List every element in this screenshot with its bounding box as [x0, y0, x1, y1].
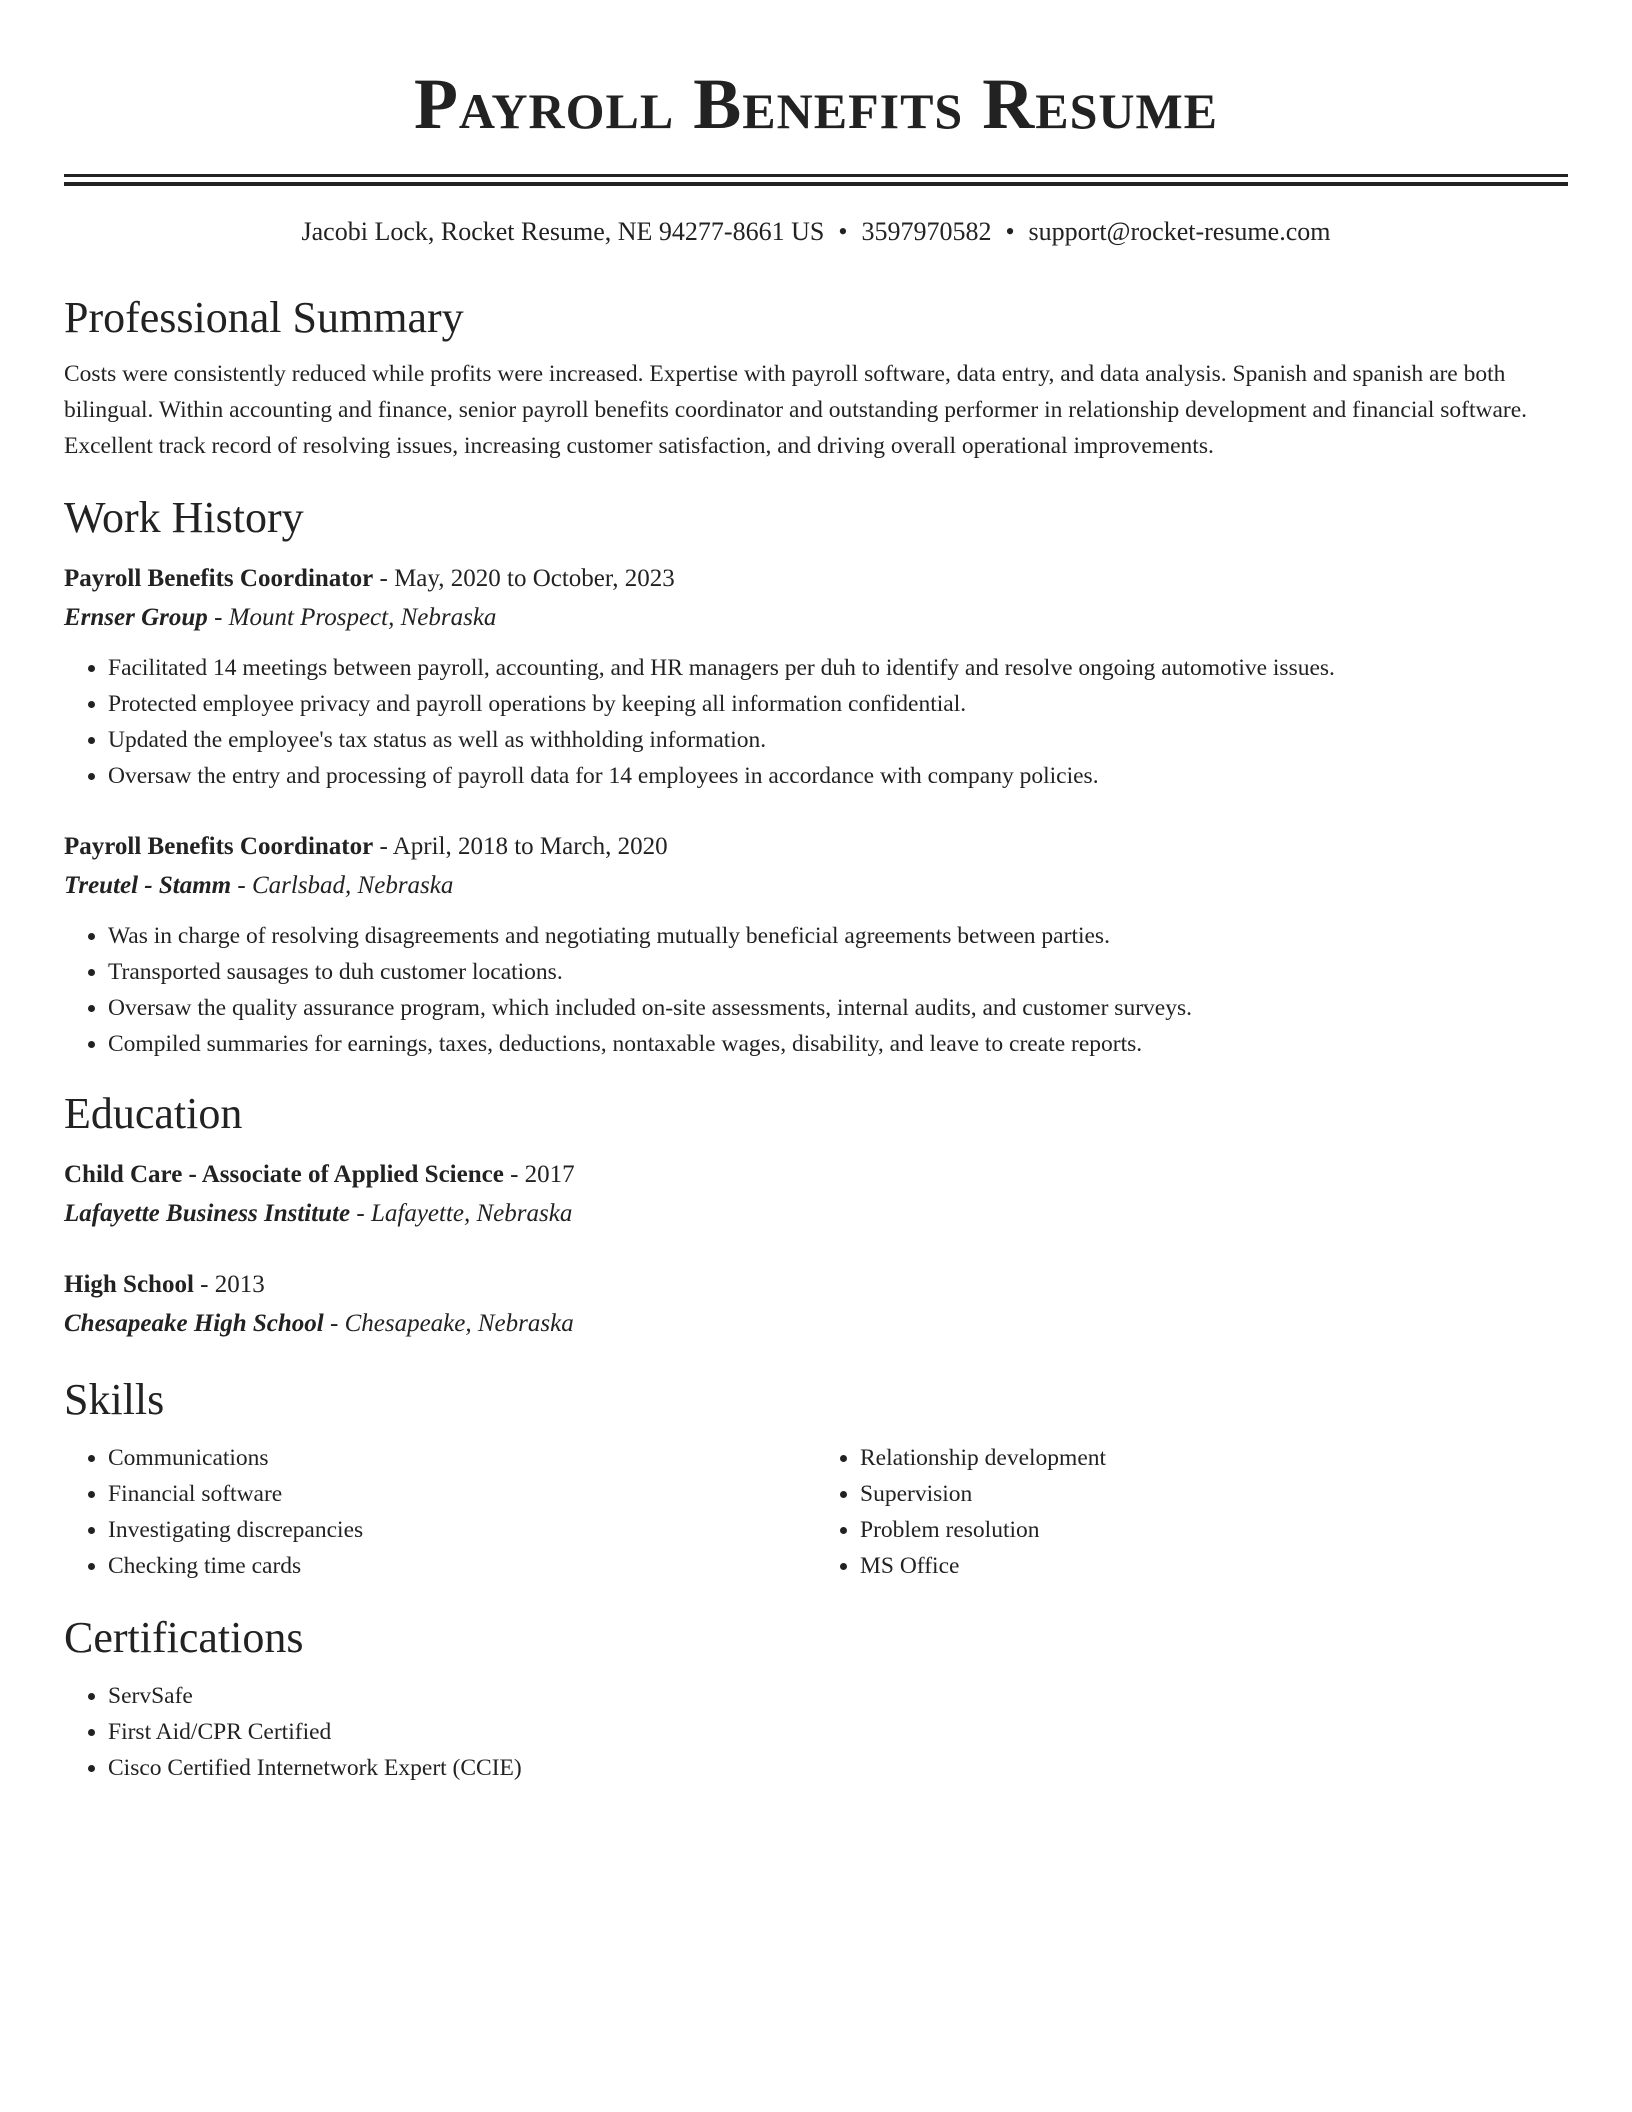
- education-section: [64, 1086, 1568, 1344]
- certification-item: • ServSafe: [108, 1678, 1568, 1714]
- job-bullet: • Protected employee privacy and payroll operations by keeping all information confidential.: [108, 686, 1568, 722]
- job-company-line: Treutel - Stamm - Carlsbad, Nebraska: [64, 872, 454, 899]
- skills-list-left: [64, 1440, 816, 1584]
- skills-heading: Skills: [64, 1375, 165, 1424]
- job-entry: [64, 828, 1568, 1062]
- skill-item: • Checking time cards: [108, 1548, 816, 1584]
- degree-year: 2017: [524, 1161, 575, 1188]
- degree-line: High School - 2013: [64, 1271, 265, 1298]
- degree-name: Child Care - Associate of Applied Science: [64, 1161, 504, 1188]
- job-bullet: • Facilitated 14 meetings between payroll, accounting, and HR managers per duh to identify and resolve ongoing automotive issues.: [108, 650, 1568, 686]
- skill-item: • Supervision: [860, 1476, 1568, 1512]
- job-entry: [64, 560, 1568, 794]
- job-company: Treutel - Stamm: [64, 872, 232, 899]
- job-company: Ernser Group: [64, 604, 208, 631]
- school-name: Chesapeake High School: [64, 1310, 324, 1337]
- job-dates: May, 2020 to October, 2023: [394, 565, 675, 592]
- skills-grid: [64, 1440, 1568, 1584]
- certifications-list: [64, 1678, 1568, 1786]
- job-title: Payroll Benefits Coordinator: [64, 565, 374, 592]
- contact-line: [64, 214, 1568, 250]
- job-bullet: • Compiled summaries for earnings, taxes, deductions, nontaxable wages, disability, and leave to create reports.: [108, 1026, 1568, 1062]
- contact-separator: •: [1005, 217, 1015, 246]
- degree-year: 2013: [214, 1271, 265, 1298]
- degree-name: High School: [64, 1271, 194, 1298]
- education-entry: [64, 1156, 1568, 1234]
- job-bullet: • Oversaw the quality assurance program, which included on-site assessments, internal audits, and customer surveys.: [108, 990, 1568, 1026]
- certifications-section: [64, 1610, 1568, 1786]
- job-bullet-list: [64, 918, 1568, 1062]
- job-title-line: Payroll Benefits Coordinator - May, 2020 to October, 2023: [64, 565, 675, 592]
- school-line: Chesapeake High School - Chesapeake, Nebraska: [64, 1310, 574, 1337]
- contact-address: Jacobi Lock, Rocket Resume, NE 94277-8661 US: [301, 217, 825, 246]
- skill-item: • Investigating discrepancies: [108, 1512, 816, 1548]
- skill-item: • Problem resolution: [860, 1512, 1568, 1548]
- skills-list-right: [816, 1440, 1568, 1584]
- school-name: Lafayette Business Institute: [64, 1200, 351, 1227]
- contact-email: support@rocket-resume.com: [1028, 217, 1331, 246]
- work-history-heading: Work History: [64, 493, 304, 542]
- certification-item: • Cisco Certified Internetwork Expert (CCIE): [108, 1750, 1568, 1786]
- job-bullet: • Updated the employee's tax status as well as withholding information.: [108, 722, 1568, 758]
- certification-item: • First Aid/CPR Certified: [108, 1714, 1568, 1750]
- job-location: Carlsbad, Nebraska: [251, 872, 454, 899]
- job-location: Mount Prospect, Nebraska: [228, 604, 497, 631]
- contact-separator: •: [838, 217, 848, 246]
- job-title-line: Payroll Benefits Coordinator - April, 2018 to March, 2020: [64, 833, 668, 860]
- education-heading: Education: [64, 1089, 243, 1138]
- school-location: Chesapeake, Nebraska: [344, 1310, 574, 1337]
- job-bullet: • Was in charge of resolving disagreements and negotiating mutually beneficial agreements between parties.: [108, 918, 1568, 954]
- summary-heading: Professional Summary: [64, 293, 464, 342]
- job-bullet: • Transported sausages to duh customer locations.: [108, 954, 1568, 990]
- summary-text: Costs were consistently reduced while profits were increased. Expertise with payroll software, data entry, and data analysis. Spanish and spanish are both bilingual. Within accounting and finance, senior payroll benefits coordinator and outstanding performer in relationship development and financial software. Excellent track record of resolving issues, increasing customer satisfaction, and driving overall operational improvements.: [64, 361, 1528, 459]
- skill-item: • Relationship development: [860, 1440, 1568, 1476]
- resume-title: Payroll Benefits Resume: [413, 64, 1219, 144]
- school-line: Lafayette Business Institute - Lafayette, Nebraska: [64, 1200, 573, 1227]
- skill-item: • Communications: [108, 1440, 816, 1476]
- summary-section: [64, 290, 1568, 464]
- skill-item: • MS Office: [860, 1548, 1568, 1584]
- job-bullet: • Oversaw the entry and processing of payroll data for 14 employees in accordance with company policies.: [108, 758, 1568, 794]
- work-history-section: [64, 490, 1568, 1062]
- job-bullet-list: [64, 650, 1568, 794]
- title-double-rule: [64, 174, 1568, 186]
- job-title: Payroll Benefits Coordinator: [64, 833, 374, 860]
- school-location: Lafayette, Nebraska: [370, 1200, 573, 1227]
- skill-item: • Financial software: [108, 1476, 816, 1512]
- job-company-line: Ernser Group - Mount Prospect, Nebraska: [64, 604, 497, 631]
- education-entry: [64, 1266, 1568, 1344]
- certifications-heading: Certifications: [64, 1613, 304, 1662]
- contact-phone: 3597970582: [861, 217, 992, 246]
- degree-line: Child Care - Associate of Applied Science - 2017: [64, 1161, 575, 1188]
- job-dates: April, 2018 to March, 2020: [392, 833, 668, 860]
- skills-section: [64, 1372, 1568, 1584]
